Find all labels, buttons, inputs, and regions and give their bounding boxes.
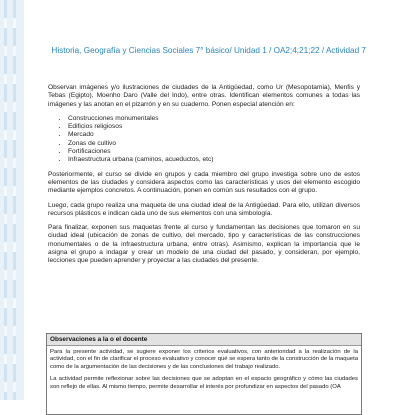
- list-item: • Construcciones monumentales: [68, 115, 360, 123]
- list-item: • Zonas de cultivo: [68, 140, 360, 148]
- teacher-observations-box: [46, 333, 362, 415]
- decorative-stripe: [13, 0, 16, 400]
- list-item: • Infraestructura urbana (caminos, acueductos, etc): [68, 156, 360, 164]
- observations-paragraph: Para la presente actividad, se sugiere exponer los criterios evaluativos, con anterioridad a la realización de la actividad, con el fin de clarificar el proceso evaluativo y conocer qué se espera tanto de la construcción de la maqueta como de la argumentación de las decisiones y de las conclusiones del trabajo realizado.: [50, 349, 358, 370]
- observations-heading: Observaciones a la o el docente: [47, 334, 361, 346]
- intro-paragraph: Observan imágenes y/o ilustraciones de ciudades de la Antigüedad, como Ur (Mesopotamia), Menfis y Tebas (Egipto), Moenho Daro (Valle del Indo), entre otras. Identifican elementos comunes a todas las imágenes y las anotan en el pizarrón y en su cuaderno. Ponen especial atención en:: [48, 84, 360, 108]
- page-title: Historia, Geografía y Ciencias Sociales 7° básico/ Unidad 1 / OA2;4;21;22 / Actividad 7: [51, 46, 366, 55]
- observations-paragraph: La actividad permite reflexionar sobre las decisiones que se adoptan en el espacio geográfico y cómo las ciudades son reflejo de ellas. Al mismo tiempo, permite desarrollar el interés por profundizar en aspectos del pasado (OA: [50, 376, 358, 390]
- presentation-paragraph: Para finalizar, exponen sus maquetas frente al curso y fundamentan las decisiones que tomaron en su ciudad ideal (ubicación de zonas de cultivo, del mercado, tipo y características de las construcciones monumentales o de la infraestructura urbana, entre otras). Asimismo, explican la importancia que le asigna el grupo a indagar y crear un modelo de una ciudad del pasado, y consideran, por ejemplo, lecciones que pueden aprender y proyectar a las ciudades del presente.: [48, 224, 360, 265]
- page-header: [24, 46, 400, 60]
- activity-content: [48, 84, 360, 272]
- model-paragraph: Luego, cada grupo realiza una maqueta de una ciudad ideal de la Antigüedad. Para ello, utilizan diversos recursos plásticos e indican cada uno de sus elementos con una simbología.: [48, 201, 360, 217]
- list-item: • Mercado: [68, 131, 360, 139]
- list-item: • Edificios religiosos: [68, 123, 360, 131]
- elements-list: [48, 115, 360, 165]
- decorative-stripe: [4, 0, 7, 400]
- group-work-paragraph: Posteriormente, el curso se divide en grupos y cada miembro del grupo investiga sobre uno de estos elementos de las ciudades y considera aspectos como las características y usos del elemento escogido mediante ejemplos concretos. A continuación, ponen en común sus resultados con el grupo.: [48, 170, 360, 195]
- observations-body: [47, 346, 361, 391]
- list-item: • Fortificaciones: [68, 148, 360, 156]
- left-decorative-band: [0, 0, 24, 400]
